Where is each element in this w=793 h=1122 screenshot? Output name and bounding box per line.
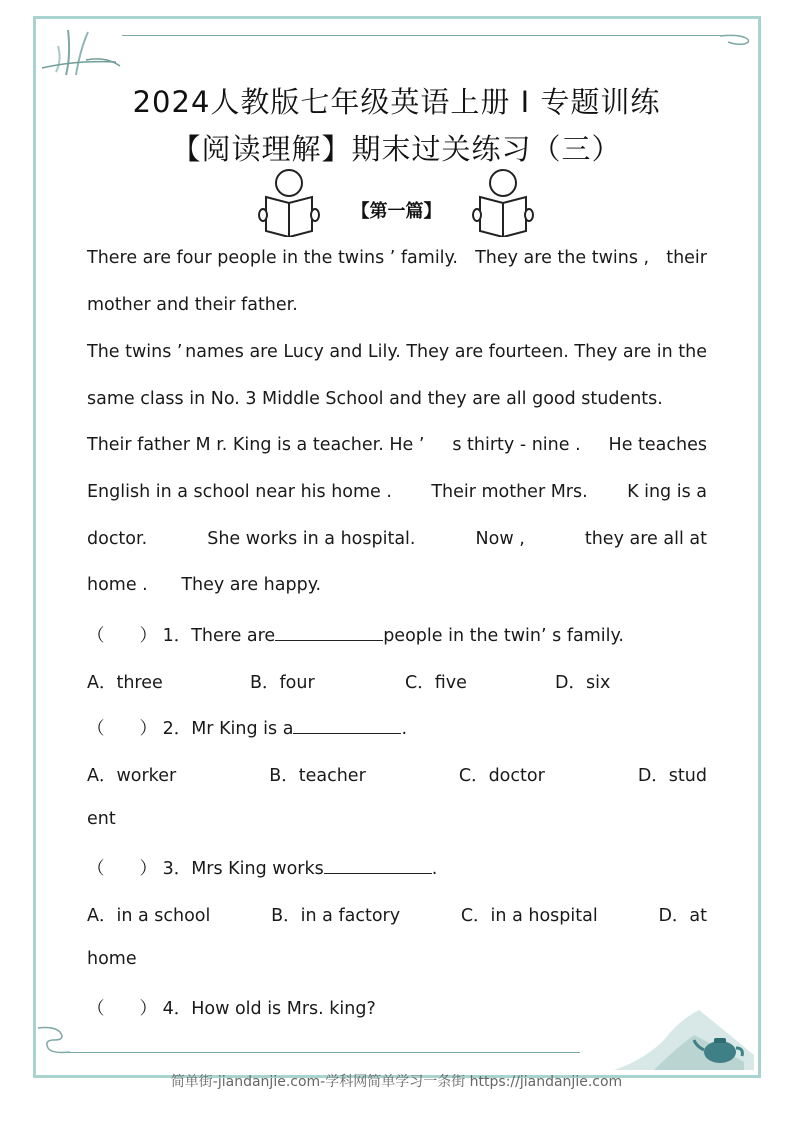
- answer-blank[interactable]: [275, 623, 383, 641]
- page-title-line-1: 2024人教版七年级英语上册 I 专题训练: [132, 85, 661, 119]
- passage-text: She works in a hospital.: [207, 529, 416, 549]
- answer-blank[interactable]: [324, 856, 432, 874]
- footer-watermark: 简单街-jiandanjie.com-学科网简单学习一条街 https://jiandanjie.com: [170, 1074, 623, 1090]
- option-b[interactable]: B．in a factory: [271, 906, 401, 926]
- option-d[interactable]: D．at: [658, 906, 707, 926]
- question-1: [87, 622, 707, 647]
- answer-bracket[interactable]: （ ）: [87, 719, 157, 739]
- answer-bracket[interactable]: （ ）: [87, 859, 157, 879]
- passage-line: [87, 248, 707, 268]
- option-wrap: ent: [87, 809, 116, 829]
- option-c[interactable]: C．in a hospital: [460, 906, 598, 926]
- option-d[interactable]: D．stud: [637, 766, 707, 786]
- option-d[interactable]: D．six: [555, 673, 611, 693]
- option-a[interactable]: A．worker: [87, 766, 177, 786]
- passage-text: home .: [87, 575, 148, 595]
- passage-text: doctor.: [87, 529, 148, 549]
- plant-decoration-icon: [36, 20, 122, 80]
- question-3-options: [87, 902, 707, 927]
- question-text: 1．There are: [162, 626, 276, 646]
- question-1-options: [87, 669, 707, 694]
- answer-blank[interactable]: [293, 716, 401, 734]
- passage-line: [87, 435, 707, 455]
- passage-text: Their father M r. King is a teacher. He ’: [87, 435, 425, 455]
- passage-line: [87, 342, 707, 362]
- answer-bracket[interactable]: （ ）: [87, 626, 157, 646]
- question-text: 3．Mrs King works: [162, 859, 324, 879]
- passage-text: their: [666, 248, 707, 268]
- top-divider: [122, 35, 720, 36]
- passage-text: Now ,: [475, 529, 525, 549]
- question-text: 4．How old is Mrs. king?: [162, 999, 376, 1019]
- passage-text: names are Lucy and Lily. They are fourteen. They are in the: [185, 342, 707, 362]
- passage-text: s thirty - nine .: [452, 435, 581, 455]
- section-label: 【第一篇】: [351, 201, 442, 222]
- passage-line: same class in No. 3 Middle School and they are all good students.: [87, 389, 663, 409]
- passage-text: They are happy.: [181, 575, 322, 595]
- passage-text: The twins ’: [87, 342, 183, 362]
- passage-text: They are the twins ,: [475, 248, 650, 268]
- question-2: [87, 715, 707, 740]
- passage-text: There are four people in the twins ’ family.: [87, 248, 458, 268]
- option-c[interactable]: C．five: [405, 673, 467, 693]
- passage-text: He teaches: [608, 435, 707, 455]
- question-2-options: [87, 762, 707, 787]
- option-c[interactable]: C．doctor: [458, 766, 545, 786]
- question-text: .: [431, 859, 438, 879]
- option-a[interactable]: A．in a school: [87, 906, 211, 926]
- option-b[interactable]: B．teacher: [269, 766, 366, 786]
- question-text: .: [401, 719, 408, 739]
- passage-text: Their mother Mrs.: [431, 482, 588, 502]
- passage-line: [87, 529, 707, 549]
- option-wrap: home: [87, 949, 137, 969]
- passage-text: they are all at: [584, 529, 707, 549]
- passage-line: [87, 482, 707, 502]
- question-3: [87, 855, 707, 880]
- answer-bracket[interactable]: （ ）: [87, 999, 157, 1019]
- option-a[interactable]: A．three: [87, 673, 163, 693]
- passage-text: English in a school near his home .: [87, 482, 392, 502]
- page-title-line-2: 【阅读理解】期末过关练习（三）: [171, 132, 622, 166]
- passage-line: [87, 575, 707, 595]
- question-text: 2．Mr King is a: [162, 719, 294, 739]
- question-4: [87, 995, 707, 1020]
- passage-line: mother and their father.: [87, 295, 298, 315]
- bottom-divider: [62, 1052, 580, 1053]
- option-b[interactable]: B．four: [250, 673, 315, 693]
- passage-text: K ing is a: [627, 482, 707, 502]
- swirl-decoration-icon: [36, 1022, 76, 1056]
- swirl-decoration-icon: [718, 32, 758, 48]
- question-text: people in the twin’ s family.: [383, 626, 624, 646]
